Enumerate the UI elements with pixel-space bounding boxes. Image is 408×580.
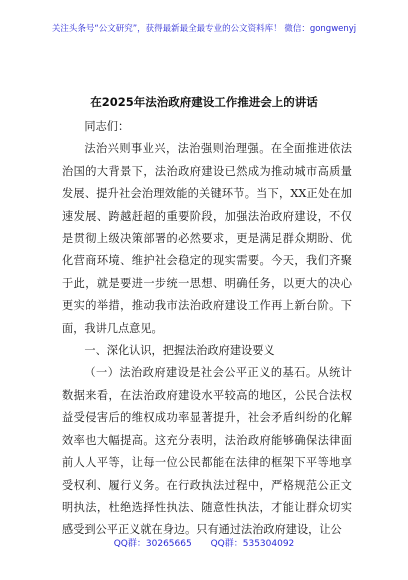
subsection-paragraph: （一）法治政府建设是社会公平正义的基石。从统计数据来看，在法治政府建设水平较高的地区，公民合法权益受侵害后的维权成功率显著提升，社会矛盾纠纷的化解效率也大幅提高。这充分表明，法治政府能够确保法律面前人人平等，让每一位公民都能在法律的框架下平等地享受权利、履行义务。在行政执法过程中，严格规范公正文明执法，杜绝选择性执法、随意性执法，才能让群众切实感受到公平正义就在身边。只有通过法治政府建设，让公 [62, 366, 352, 537]
section-heading: 一、深化认识，把握法治政府建设要义 [84, 344, 275, 358]
qq-group-1: QQ群：30265665 [113, 539, 192, 549]
salutation: 同志们： [84, 120, 130, 133]
paragraph-intro: 法治兴则事业兴，法治强则治理强。在全面推进依法治国的大背景下，法治政府建设已然成为推动城市高质量发展、提升社会治理效能的关键环节。当下，XX正处在加速发展、跨越赶超的重要阶段，加强法治政府建设，不仅是贯彻上级决策部署的必然要求，更是满足群众期盼、优化营商环境、维护社会稳定的现实需要。今天，我们齐聚于此，就是要进一步统一思想、明确任务，以更大的决心更实的举措，推动我市法治政府建设工作再上新台阶。下面，我讲几点意见。 [62, 142, 352, 335]
header-banner: 关注头条号“公文研究”，获得最新最全最专业的公文资料库！ 微信：gongwenyj [51, 24, 357, 34]
document-title: 在2025年法治政府建设工作推进会上的讲话 [90, 95, 318, 109]
qq-group-2: QQ群：535304092 [210, 539, 295, 549]
document-body [62, 116, 352, 542]
footer-contact [0, 536, 408, 549]
